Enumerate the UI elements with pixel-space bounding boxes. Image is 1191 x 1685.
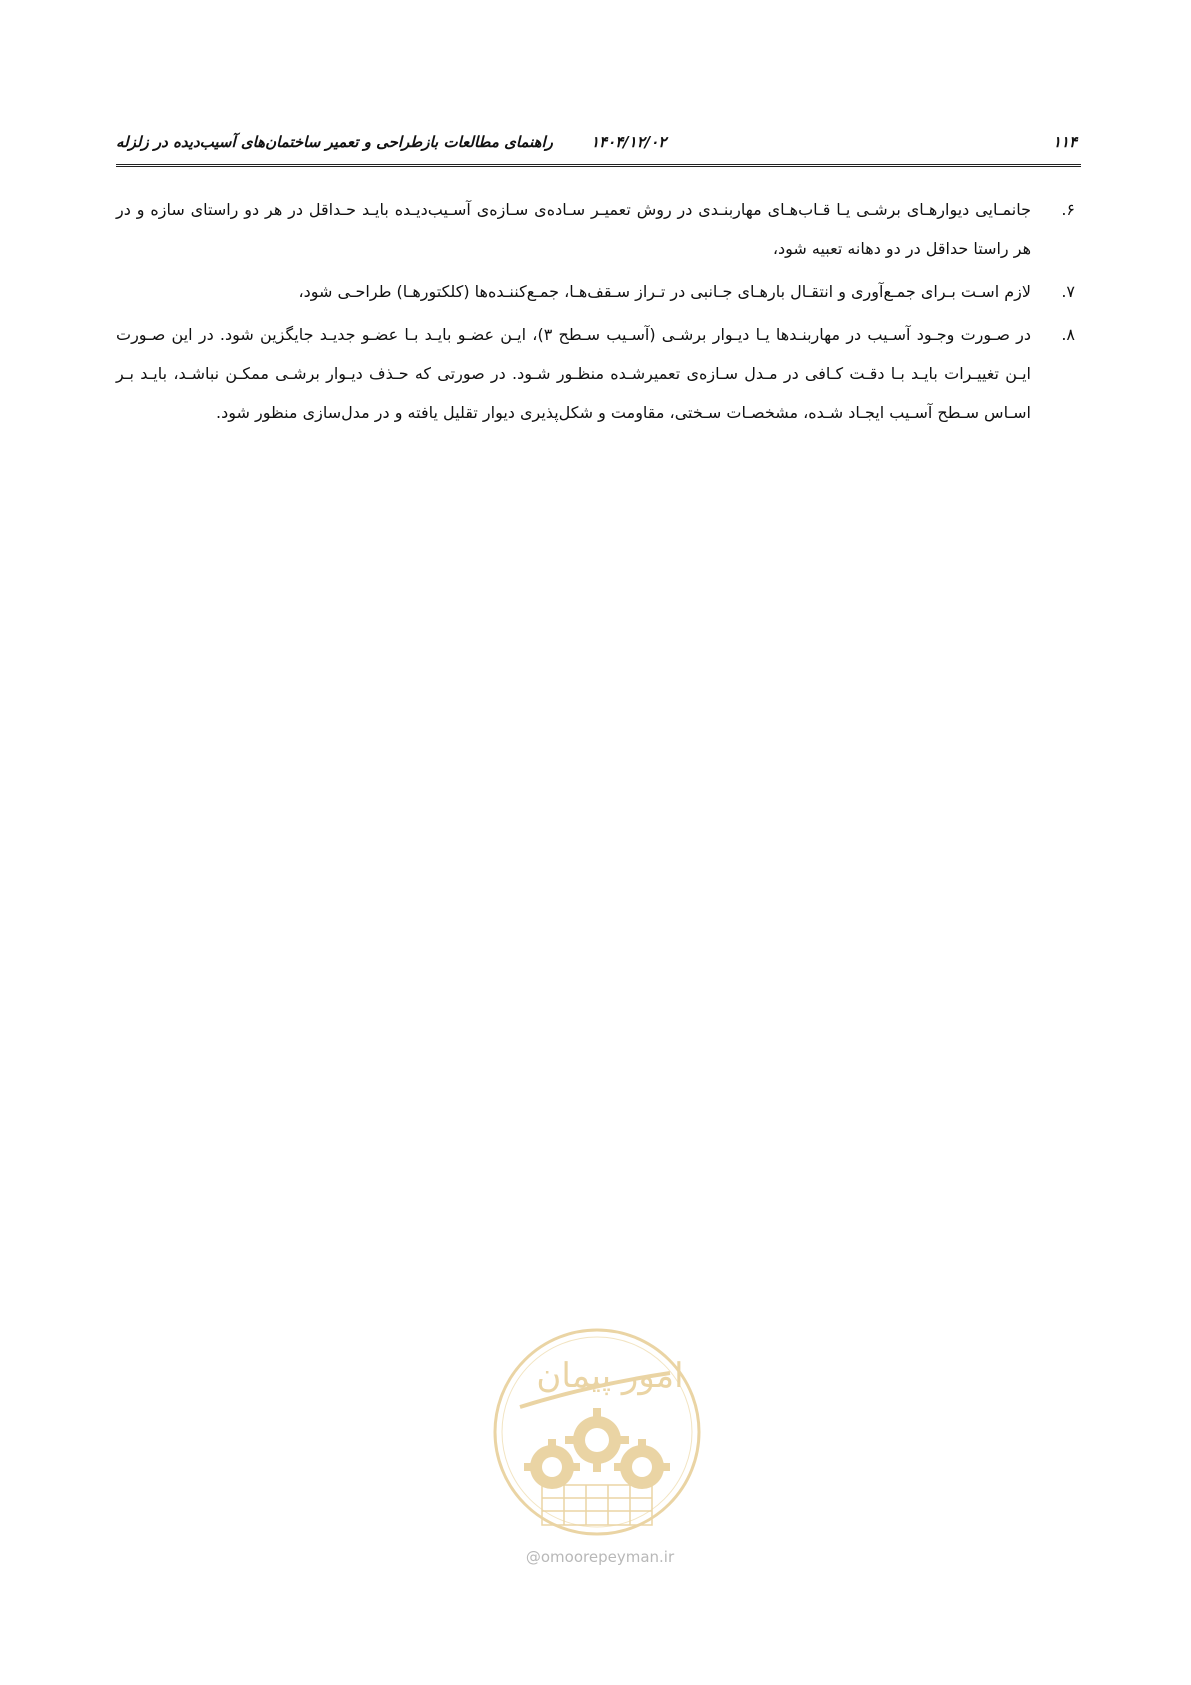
numbered-list <box>116 190 1081 436</box>
header-date: ۱۴۰۴/۱۲/۰۲ <box>590 133 667 151</box>
watermark-url: @omoorepeyman.ir <box>525 1548 675 1566</box>
list-item-text: در صـورت وجـود آسـیب در مهاربنـدها یـا دیـوار برشـی (آسـیب سـطح ۳)، ایـن عضـو بایـد بـا عضـو جدیـد جایگزین شود. در این صـورت ایـن تغییـرات بایـد بـا دقـت کـافی در مـدل سـازه‌ی تعمیرشـده منظـور شـود. در صورتی که حـذف دیـوار برشـی ممکـن نباشـد، بایـد بـر اسـاس سـطح آسـیب ایجـاد شـده، مشخصـات سـختی، مقاومت و شکل‌پذیری دیوار تقلیل یافته و در مدل‌سازی منظور شود. <box>116 325 1031 422</box>
header-title: راهنمای مطالعات بازطراحی و تعمیر ساختمان‌های آسیب‌دیده در زلزله <box>116 133 553 151</box>
list-item-text: جانمـایی دیوارهـای برشـی یـا قـاب‌هـای مهاربنـدی در روش تعمیـر سـاده‌ی سـازه‌ی آسـیب‌دیـده بایـد حـداقل در هر دو راستای سازه و در هر راستا حداقل در دو دهانه تعبیه شود، <box>116 200 1031 258</box>
list-item <box>116 190 1081 268</box>
list-item <box>116 272 1081 311</box>
watermark-logo-icon <box>490 1325 705 1540</box>
list-item-number: ۸. <box>1061 325 1075 344</box>
running-header <box>116 130 1081 167</box>
list-item-number: ۷. <box>1061 282 1075 301</box>
list-item-number: ۶. <box>1061 200 1075 219</box>
svg-text:امور پیمان: امور پیمان <box>536 1356 684 1396</box>
page-number: ۱۱۴ <box>1052 133 1077 151</box>
list-item-text: لازم اسـت بـرای جمـع‌آوری و انتقـال بارهـای جـانبی در تـراز سـقف‌هـا، جمـع‌کننـده‌ها (کلکتورهـا) طراحـی شود، <box>298 282 1031 301</box>
list-item <box>116 315 1081 432</box>
